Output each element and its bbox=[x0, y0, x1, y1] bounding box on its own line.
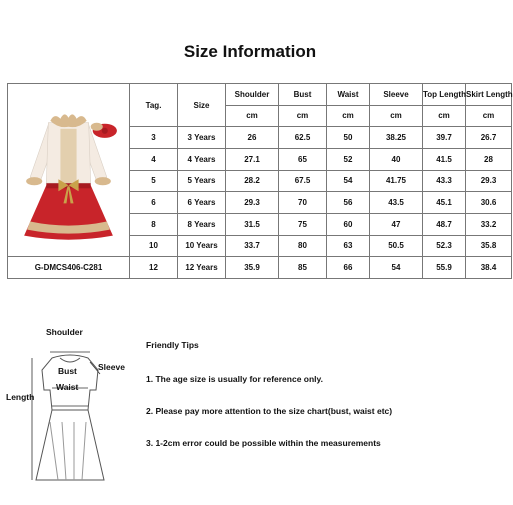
table-cell: 33.7 bbox=[226, 235, 279, 257]
table-cell: 65 bbox=[279, 148, 327, 170]
table-cell: 35.9 bbox=[226, 257, 279, 279]
table-cell: 3 Years bbox=[178, 127, 226, 149]
table-cell: 48.7 bbox=[423, 213, 466, 235]
table-cell: 80 bbox=[279, 235, 327, 257]
outfit-illustration bbox=[8, 84, 129, 256]
table-cell: 35.8 bbox=[466, 235, 512, 257]
tips-heading: Friendly Tips bbox=[146, 340, 199, 350]
table-cell: 43.5 bbox=[370, 192, 423, 214]
table-cell: 43.3 bbox=[423, 170, 466, 192]
table-cell: 52.3 bbox=[423, 235, 466, 257]
table-cell: 30.6 bbox=[466, 192, 512, 214]
table-cell: 28 bbox=[466, 148, 512, 170]
tip-item: 1. The age size is usually for reference only. bbox=[146, 374, 323, 384]
table-cell: 63 bbox=[327, 235, 370, 257]
table-cell: 85 bbox=[279, 257, 327, 279]
table-cell: 6 bbox=[130, 192, 178, 214]
table-cell: 45.1 bbox=[423, 192, 466, 214]
table-cell: 8 bbox=[130, 213, 178, 235]
table-cell: 56 bbox=[327, 192, 370, 214]
table-cell: 33.2 bbox=[466, 213, 512, 235]
tip-item: 3. 1-2cm error could be possible within the measurements bbox=[146, 438, 381, 448]
table-cell: 5 Years bbox=[178, 170, 226, 192]
table-cell: 38.4 bbox=[466, 257, 512, 279]
table-cell: 31.5 bbox=[226, 213, 279, 235]
table-row bbox=[8, 257, 512, 279]
table-cell: 41.5 bbox=[423, 148, 466, 170]
table-cell: 28.2 bbox=[226, 170, 279, 192]
unit-cell: cm bbox=[466, 105, 512, 127]
table-cell: 75 bbox=[279, 213, 327, 235]
table-cell: 10 Years bbox=[178, 235, 226, 257]
size-table bbox=[7, 83, 512, 279]
unit-cell: cm bbox=[226, 105, 279, 127]
table-cell: 4 bbox=[130, 148, 178, 170]
hair-bow-icon bbox=[91, 123, 117, 138]
table-cell: 26.7 bbox=[466, 127, 512, 149]
col-header-bust: Bust bbox=[279, 84, 327, 106]
tip-item: 2. Please pay more attention to the size chart(bust, waist etc) bbox=[146, 406, 393, 416]
table-cell: 66 bbox=[327, 257, 370, 279]
table-cell: 62.5 bbox=[279, 127, 327, 149]
table-cell: 40 bbox=[370, 148, 423, 170]
col-header-top-length: Top Length bbox=[423, 84, 466, 106]
table-cell: 38.25 bbox=[370, 127, 423, 149]
table-cell: 29.3 bbox=[226, 192, 279, 214]
col-header-tag: Tag. bbox=[130, 84, 178, 127]
measurement-diagram bbox=[0, 327, 140, 500]
unit-cell: cm bbox=[370, 105, 423, 127]
unit-cell: cm bbox=[327, 105, 370, 127]
table-cell: 8 Years bbox=[178, 213, 226, 235]
diagram-label-length: Length bbox=[6, 392, 35, 402]
col-header-sleeve: Sleeve bbox=[370, 84, 423, 106]
table-cell: 41.75 bbox=[370, 170, 423, 192]
table-cell: 52 bbox=[327, 148, 370, 170]
diagram-label-bust: Bust bbox=[58, 366, 77, 376]
table-cell: 67.5 bbox=[279, 170, 327, 192]
table-cell: 6 Years bbox=[178, 192, 226, 214]
table-cell: 50.5 bbox=[370, 235, 423, 257]
table-cell: 26 bbox=[226, 127, 279, 149]
product-image bbox=[8, 84, 130, 257]
table-cell: 5 bbox=[130, 170, 178, 192]
table-cell: 4 Years bbox=[178, 148, 226, 170]
page-title: Size Information bbox=[183, 42, 317, 61]
col-header-waist: Waist bbox=[327, 84, 370, 106]
unit-cell: cm bbox=[423, 105, 466, 127]
table-cell: 54 bbox=[370, 257, 423, 279]
table-cell: 29.3 bbox=[466, 170, 512, 192]
diagram-label-sleeve: Sleeve bbox=[98, 362, 125, 372]
unit-cell: cm bbox=[279, 105, 327, 127]
table-cell: 54 bbox=[327, 170, 370, 192]
table-cell: 47 bbox=[370, 213, 423, 235]
table-cell: 12 Years bbox=[178, 257, 226, 279]
table-cell: 70 bbox=[279, 192, 327, 214]
table-cell: 10 bbox=[130, 235, 178, 257]
table-header-row bbox=[8, 84, 512, 106]
table-cell: 39.7 bbox=[423, 127, 466, 149]
table-cell: 3 bbox=[130, 127, 178, 149]
table-cell: 60 bbox=[327, 213, 370, 235]
col-header-skirt-length: Skirt Length bbox=[466, 84, 512, 106]
diagram-label-waist: Waist bbox=[56, 382, 79, 392]
diagram-label-shoulder: Shoulder bbox=[46, 327, 83, 337]
table-cell: 12 bbox=[130, 257, 178, 279]
product-code: G-DMCS406-C281 bbox=[8, 257, 130, 279]
dress-outline-icon bbox=[0, 330, 140, 500]
col-header-shoulder: Shoulder bbox=[226, 84, 279, 106]
table-cell: 55.9 bbox=[423, 257, 466, 279]
table-cell: 27.1 bbox=[226, 148, 279, 170]
col-header-size: Size bbox=[178, 84, 226, 127]
table-cell: 50 bbox=[327, 127, 370, 149]
